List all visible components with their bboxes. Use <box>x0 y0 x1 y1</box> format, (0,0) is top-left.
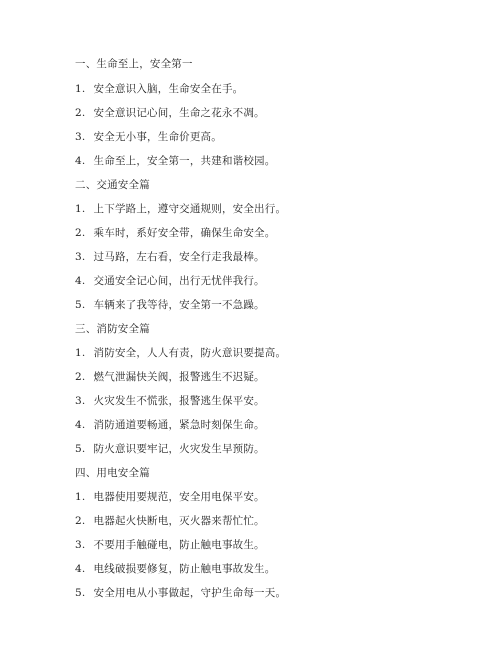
list-item-text: 过马路，左右看，安全行走我最棒。 <box>93 251 265 263</box>
list-item-number: 1. <box>75 203 86 215</box>
list-item <box>75 274 265 288</box>
list-item <box>75 514 265 528</box>
list-item <box>75 226 275 240</box>
list-item-text: 燃气泄漏快关阀，报警逃生不迟疑。 <box>93 371 265 383</box>
list-item <box>75 490 265 504</box>
list-item-number: 5. <box>75 443 86 455</box>
list-item-text: 安全无小事，生命价更高。 <box>93 131 222 143</box>
list-item <box>75 298 265 312</box>
list-item-number: 4. <box>75 155 86 167</box>
list-item-number: 3. <box>75 131 86 143</box>
list-item <box>75 562 275 576</box>
list-item-number: 5. <box>75 587 86 599</box>
list-item-text: 交通安全记心间，出行无忧伴我行。 <box>93 275 265 287</box>
list-item <box>75 250 265 264</box>
list-item <box>75 586 286 600</box>
list-item-text: 安全用电从小事做起，守护生命每一天。 <box>93 587 287 599</box>
list-item <box>75 346 286 360</box>
list-item <box>75 82 243 96</box>
list-item-number: 1. <box>75 83 86 95</box>
section-heading: 二、交通安全篇 <box>75 179 150 191</box>
list-item <box>75 418 265 432</box>
list-item-number: 5. <box>75 299 86 311</box>
list-item-text: 乘车时，系好安全带，确保生命安全。 <box>93 227 276 239</box>
list-item-text: 消防通道要畅通，紧急时刻保生命。 <box>93 419 265 431</box>
list-item <box>75 538 265 552</box>
list-item-number: 2. <box>75 107 86 119</box>
list-item-text: 电线破损要修复，防止触电事故发生。 <box>93 563 276 575</box>
list-item <box>75 394 265 408</box>
list-item-number: 1. <box>75 491 86 503</box>
list-item-text: 电器使用要规范，安全用电保平安。 <box>93 491 265 503</box>
list-item-number: 3. <box>75 251 86 263</box>
list-item-text: 火灾发生不慌张，报警逃生保平安。 <box>93 395 265 407</box>
list-item-number: 2. <box>75 515 86 527</box>
list-item-text: 安全意识入脑，生命安全在手。 <box>93 83 244 95</box>
list-item-text: 消防安全，人人有责，防火意识要提高。 <box>93 347 287 359</box>
list-item-text: 车辆来了我等待，安全第一不急躁。 <box>93 299 265 311</box>
list-item-number: 3. <box>75 395 86 407</box>
list-item-text: 安全意识记心间，生命之花永不凋。 <box>93 107 265 119</box>
section-heading: 三、消防安全篇 <box>75 323 150 335</box>
list-item <box>75 442 265 456</box>
list-item <box>75 130 222 144</box>
list-item-text: 防火意识要牢记，火灾发生早预防。 <box>93 443 265 455</box>
list-item <box>75 154 275 168</box>
section-heading: 四、用电安全篇 <box>75 467 150 479</box>
list-item-text: 生命至上，安全第一，共建和谐校园。 <box>93 155 276 167</box>
list-item-number: 3. <box>75 539 86 551</box>
list-item-number: 1. <box>75 347 86 359</box>
list-item <box>75 106 265 120</box>
list-item-text: 上下学路上，遵守交通规则，安全出行。 <box>93 203 287 215</box>
list-item-number: 4. <box>75 419 86 431</box>
list-item-number: 4. <box>75 563 86 575</box>
section-heading: 一、生命至上，安全第一 <box>75 58 193 70</box>
list-item-number: 4. <box>75 275 86 287</box>
list-item-text: 不要用手触碰电，防止触电事故生。 <box>93 539 265 551</box>
list-item-text: 电器起火快断电，灭火器来帮忙忙。 <box>93 515 265 527</box>
list-item-number: 2. <box>75 371 86 383</box>
list-item-number: 2. <box>75 227 86 239</box>
list-item <box>75 370 265 384</box>
list-item <box>75 202 286 216</box>
